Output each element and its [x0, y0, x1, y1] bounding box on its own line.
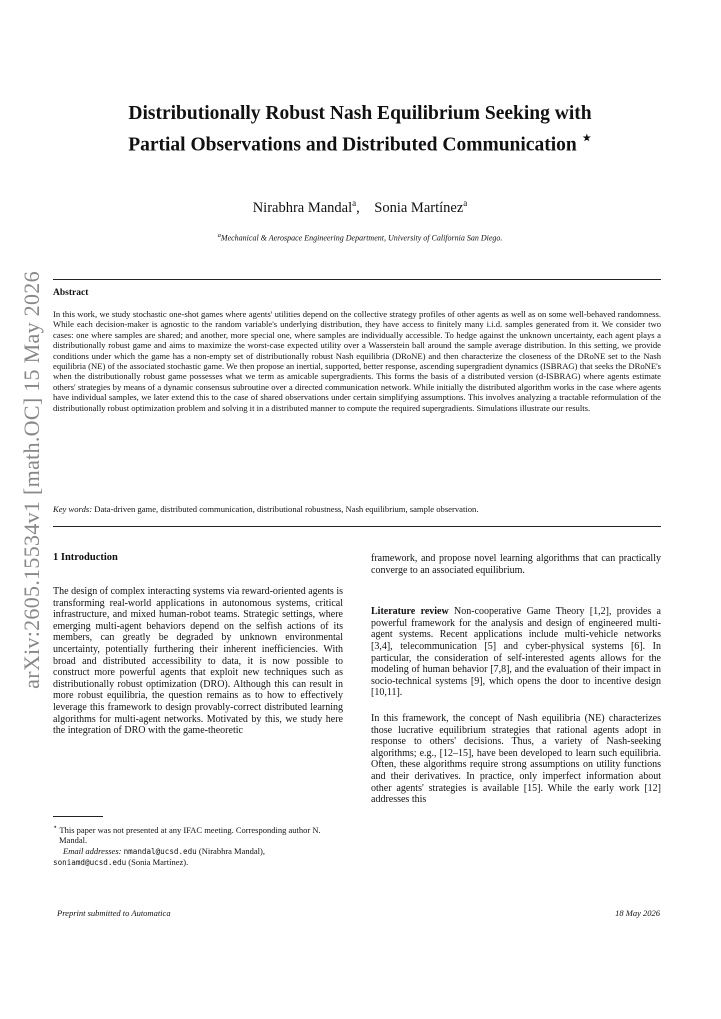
- footer-date: 18 May 2026: [615, 908, 660, 918]
- keywords: [53, 504, 661, 514]
- email-1: nmandal@ucsd.edu: [123, 846, 197, 856]
- author-2: Sonia Martínez: [374, 199, 464, 216]
- author-1: Nirabhra Mandal: [252, 199, 353, 216]
- author-2-mark: a: [463, 198, 468, 208]
- literature-review-paragraph: [371, 606, 661, 699]
- literature-review-body: Non-cooperative Game Theory [1,2], provides a powerful framework for the analysis and design of engineered multi-agent systems. Recent applications include multi-vehicle networks [3,4], telecommunication [5] and cyber-physical systems [6]. In particular, the consideration of self-interested agents allows for the modeling of human behavior [7,8], and the evaluation of their impact in socio-technical systems [9], which opens the door to incentive design [10,11].: [371, 606, 661, 699]
- footnote-star: ⋆: [53, 823, 58, 831]
- literature-review-heading: Literature review: [371, 606, 449, 618]
- title-line-1: Distributionally Robust Nash Equilibrium Seeking with: [128, 103, 592, 124]
- right-column: [371, 553, 661, 806]
- abstract-heading: Abstract: [53, 288, 89, 298]
- affiliation-mark: a: [217, 232, 221, 239]
- email-1-name: (Nirabhra Mandal),: [198, 845, 265, 856]
- email-2: soniamd@ucsd.edu: [53, 858, 127, 868]
- keywords-text: Data-driven game, distributed communication, distributional robustness, Nash equilibrium, sample observation.: [94, 504, 479, 514]
- title-star-mark: ⋆: [581, 129, 592, 147]
- paper-title: [60, 101, 660, 158]
- email-2-name: (Sonia Martínez).: [128, 857, 189, 868]
- author-1-mark: a: [352, 198, 357, 208]
- keywords-label: Key words:: [53, 504, 93, 514]
- footer-preprint: Preprint submitted to Automatica: [57, 908, 171, 918]
- abstract-bottom-rule: [53, 526, 661, 527]
- affiliation: [60, 232, 660, 243]
- left-column: [53, 586, 343, 737]
- author-list: Nirabhra Mandal$^a$, Sonia Martínez$^a$: [252, 198, 468, 216]
- title-line-2: Partial Observations and Distributed Communication: [128, 134, 577, 156]
- arxiv-sidebar: [12, 270, 52, 690]
- section-heading-introduction: 1 Introduction: [53, 552, 118, 563]
- intro-paragraph-1: The design of complex interacting systems via reward-oriented agents is transforming real-world applications in autonomous systems, critical infrastructure, and mixed human-robot teams. Strategic settings, where emerging multi-agent behaviors depend on the selfish actions of its members, can greatly be degraded by unknown environmental uncertainty, potentially furthering their inherent inefficiencies. With broad and distributed accessibility to data, it is now possible to construct more powerful agents that exploit new techniques such as distributionally robust optimization (DRO). Although this can result in more robust equilibria, the question remains as to how to effectively leverage this framework to design provably-correct distributed learning algorithms for multi-agent networks. Motivated by this, we study here the integration of DRO with the game-theoretic: [53, 586, 343, 737]
- footnote-email-label: Email addresses:: [63, 845, 122, 856]
- footnote: [53, 822, 343, 869]
- abstract-top-rule: [53, 279, 661, 280]
- abstract-body: In this work, we study stochastic one-shot games where agents' utilities depend on the collective strategy profiles of other agents as well as on some well-behaved randomness. While each decision-maker is agnostic to the random variable's underlying distribution, they have access to finitely many i.i.d. samples generated from it. We consider two cases: one where samples are shared; and another, more special one, where samples are individually accessible. To hedge against the unknown uncertainty, each agent plays a distributionally robust game and aims to maximize the worst-case expected utility over a Wasserstein ball around the sample average distribution. In this setting, we provide conditions under which the game has a non-empty set of distributionally robust Nash equilibria (DRoNE) and then characterize the closeness of the DRoNE set to the Nash equilibria (NE) of the associated stochastic game. We then propose an inertial, supported, better response, ascending supergradient dynamics (ISBRAG) that seeks the DRoNE's when the distributionally robust game possesses what we term as amicable supergradients. This forms the basis of a distributed version (d-ISBRAG) where agents estimate others' strategies by means of a dynamic consensus subroutine over a directed communication network. While initially the distributed algorithm works in the case where agents have individual samples, we later extend this to the case of shared observations under certain simplifying assumptions. This involves analyzing a tractable reformulation of the distributionally robust optimization problem and solving it in a distributed manner to compute the required supergradients. Simulations illustrate our results.: [53, 309, 661, 413]
- footnote-rule: [53, 816, 103, 817]
- footnote-text: This paper was not presented at any IFAC meeting. Corresponding author N. Mandal.: [59, 824, 321, 846]
- arxiv-identifier: arXiv:2605.15534v1 [math.OC] 15 May 2026: [19, 271, 44, 689]
- intro-paragraph-3: In this framework, the concept of Nash equilibria (NE) characterizes those lucrative equilibrium strategies that rational agents adopt in response to others' decisions. Thus, a variety of Nash-seeking algorithms; e.g., [12–15], have been developed to learn such equilibria. Often, these algorithms require strong assumptions on utility functions and their derivatives. In practice, only imperfect information about other agents' strategies is available [15]. While the early work [12] addresses this: [371, 712, 661, 806]
- intro-paragraph-1-continued: framework, and propose novel learning algorithms that can practically converge to an associated equilibrium.: [371, 553, 661, 576]
- affiliation-text: Mechanical & Aerospace Engineering Department, University of California San Diego.: [220, 233, 503, 243]
